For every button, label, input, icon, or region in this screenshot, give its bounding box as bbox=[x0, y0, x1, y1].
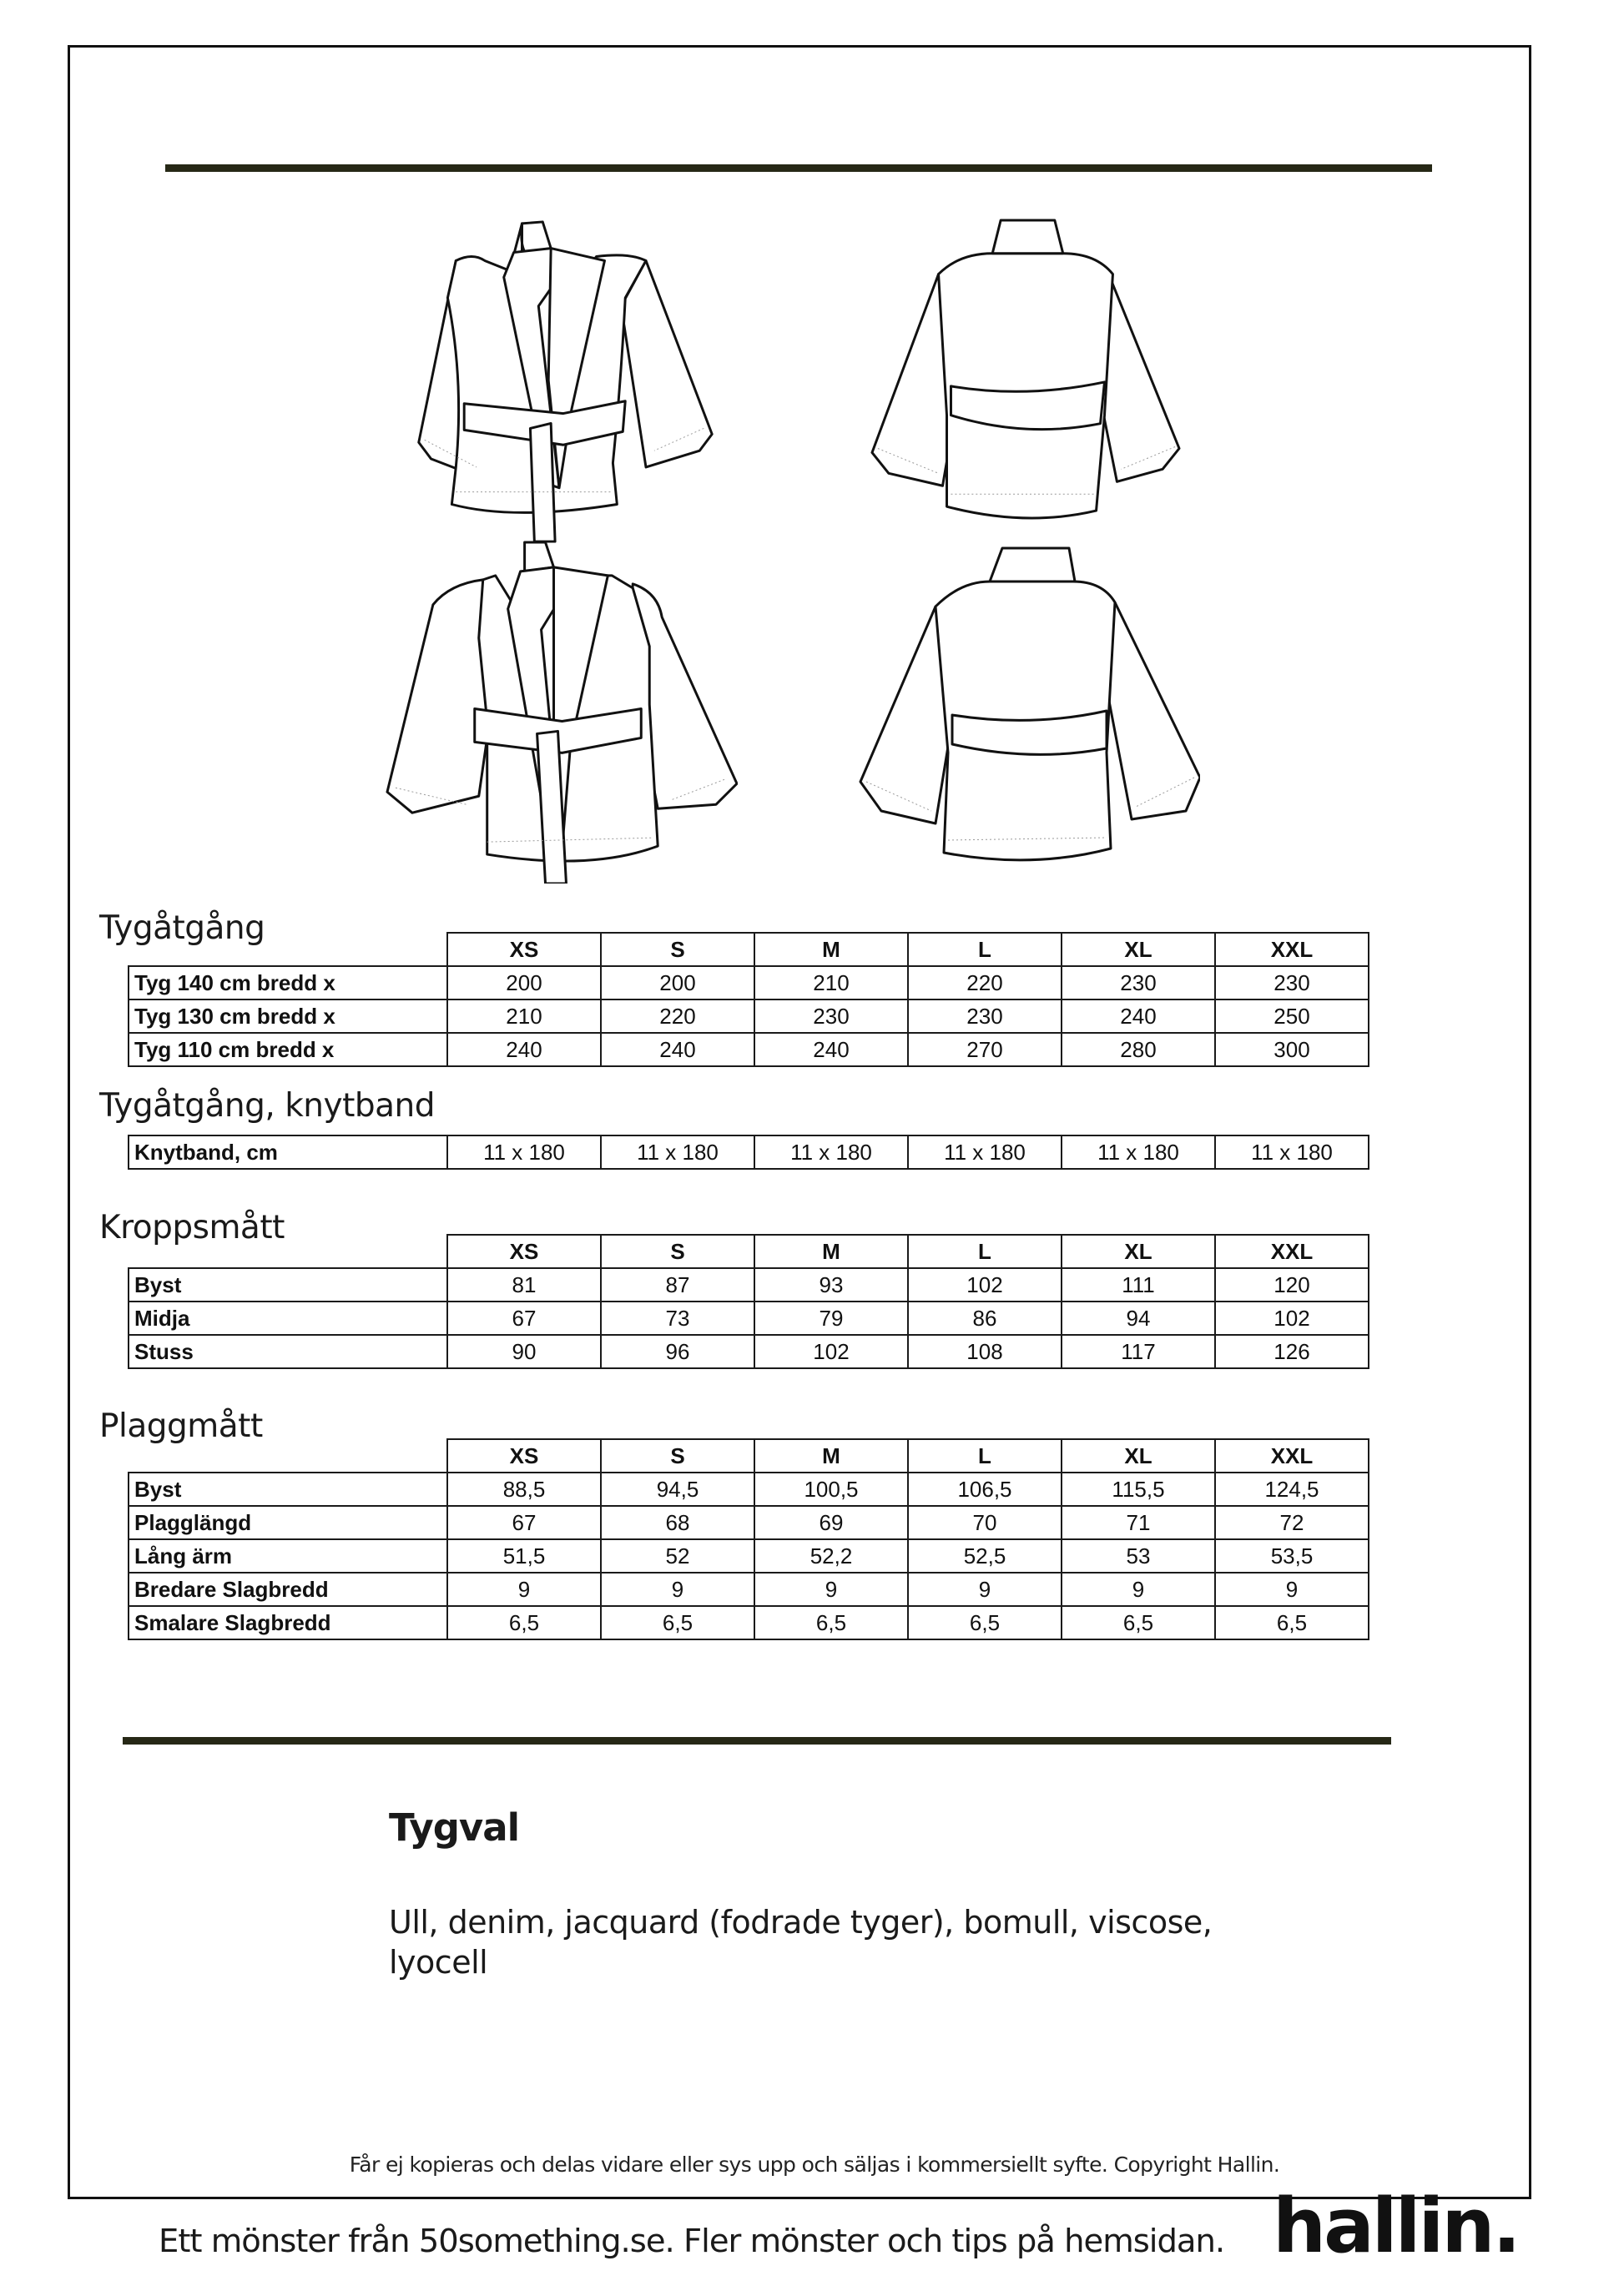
cell-value: 200 bbox=[601, 966, 754, 999]
cell-value: 9 bbox=[601, 1573, 754, 1606]
kimono-back-illustration-2 bbox=[856, 544, 1200, 868]
row-label: Tyg 130 cm bredd x bbox=[129, 999, 447, 1033]
cell-value: 117 bbox=[1062, 1335, 1215, 1368]
cell-value: 6,5 bbox=[447, 1606, 601, 1639]
hallin-logo: hallin. bbox=[1273, 2183, 1519, 2270]
cell-value: 240 bbox=[601, 1033, 754, 1066]
table-row bbox=[129, 1302, 1369, 1335]
cell-value: 6,5 bbox=[1215, 1606, 1369, 1639]
cell-value: 11 x 180 bbox=[754, 1135, 908, 1169]
cell-value: 9 bbox=[447, 1573, 601, 1606]
cell-value: 106,5 bbox=[908, 1473, 1062, 1506]
cell-value: 88,5 bbox=[447, 1473, 601, 1506]
table-header-row bbox=[129, 933, 1369, 966]
size-header: XXL bbox=[1215, 1439, 1369, 1473]
footer-text: Ett mönster från 50something.se. Fler mönster och tips på hemsidan. bbox=[159, 2223, 1225, 2260]
table-row bbox=[129, 1506, 1369, 1539]
row-label: Bredare Slagbredd bbox=[129, 1573, 447, 1606]
cell-value: 11 x 180 bbox=[1215, 1135, 1369, 1169]
cell-value: 6,5 bbox=[601, 1606, 754, 1639]
cell-value: 102 bbox=[1215, 1302, 1369, 1335]
table-row bbox=[129, 1473, 1369, 1506]
cell-value: 93 bbox=[754, 1268, 908, 1302]
size-header: S bbox=[601, 1439, 754, 1473]
section-heading-body: Kroppsmått bbox=[99, 1209, 285, 1246]
table-row bbox=[129, 1268, 1369, 1302]
cell-value: 230 bbox=[1215, 966, 1369, 999]
cell-value: 126 bbox=[1215, 1335, 1369, 1368]
table-row bbox=[129, 1539, 1369, 1573]
size-header: XL bbox=[1062, 1235, 1215, 1268]
row-label: Plagglängd bbox=[129, 1506, 447, 1539]
table-row bbox=[129, 1606, 1369, 1639]
table-row bbox=[129, 966, 1369, 999]
cell-value: 67 bbox=[447, 1302, 601, 1335]
header-blank-cell bbox=[129, 1439, 447, 1473]
cell-value: 220 bbox=[601, 999, 754, 1033]
tie-table bbox=[128, 1135, 1369, 1170]
garment-measurements-table bbox=[128, 1438, 1369, 1640]
cell-value: 100,5 bbox=[754, 1473, 908, 1506]
kimono-front-illustration-2 bbox=[382, 538, 738, 884]
cell-value: 94 bbox=[1062, 1302, 1215, 1335]
cell-value: 240 bbox=[447, 1033, 601, 1066]
size-header: M bbox=[754, 1439, 908, 1473]
cell-value: 120 bbox=[1215, 1268, 1369, 1302]
fabric-choice-text: Ull, denim, jacquard (fodrade tyger), bomull, viscose, lyocell bbox=[389, 1904, 1213, 1981]
row-label: Byst bbox=[129, 1268, 447, 1302]
cell-value: 108 bbox=[908, 1335, 1062, 1368]
cell-value: 11 x 180 bbox=[447, 1135, 601, 1169]
cell-value: 51,5 bbox=[447, 1539, 601, 1573]
cell-value: 9 bbox=[754, 1573, 908, 1606]
row-label: Knytband, cm bbox=[129, 1135, 447, 1169]
cell-value: 96 bbox=[601, 1335, 754, 1368]
cell-value: 124,5 bbox=[1215, 1473, 1369, 1506]
cell-value: 230 bbox=[908, 999, 1062, 1033]
cell-value: 280 bbox=[1062, 1033, 1215, 1066]
table-row bbox=[129, 1135, 1369, 1169]
cell-value: 71 bbox=[1062, 1506, 1215, 1539]
kimono-back-illustration-1 bbox=[868, 215, 1183, 524]
cell-value: 52 bbox=[601, 1539, 754, 1573]
row-label: Tyg 140 cm bredd x bbox=[129, 966, 447, 999]
table-row bbox=[129, 999, 1369, 1033]
section-heading-tie: Tygåtgång, knytband bbox=[99, 1087, 435, 1125]
cell-value: 6,5 bbox=[908, 1606, 1062, 1639]
size-header: L bbox=[908, 1235, 1062, 1268]
cell-value: 115,5 bbox=[1062, 1473, 1215, 1506]
cell-value: 68 bbox=[601, 1506, 754, 1539]
body-measurements-table bbox=[128, 1234, 1369, 1369]
cell-value: 73 bbox=[601, 1302, 754, 1335]
cell-value: 230 bbox=[1062, 966, 1215, 999]
cell-value: 250 bbox=[1215, 999, 1369, 1033]
section-heading-garment: Plaggmått bbox=[99, 1407, 263, 1445]
cell-value: 102 bbox=[754, 1335, 908, 1368]
size-header: XS bbox=[447, 1439, 601, 1473]
size-header: XL bbox=[1062, 1439, 1215, 1473]
section-heading-fabric: Tygåtgång bbox=[99, 909, 265, 947]
row-label: Lång ärm bbox=[129, 1539, 447, 1573]
size-header: XXL bbox=[1215, 933, 1369, 966]
cell-value: 9 bbox=[1215, 1573, 1369, 1606]
cell-value: 11 x 180 bbox=[1062, 1135, 1215, 1169]
row-label: Stuss bbox=[129, 1335, 447, 1368]
size-header: XXL bbox=[1215, 1235, 1369, 1268]
cell-value: 6,5 bbox=[1062, 1606, 1215, 1639]
cell-value: 67 bbox=[447, 1506, 601, 1539]
cell-value: 87 bbox=[601, 1268, 754, 1302]
cell-value: 102 bbox=[908, 1268, 1062, 1302]
cell-value: 90 bbox=[447, 1335, 601, 1368]
cell-value: 86 bbox=[908, 1302, 1062, 1335]
cell-value: 9 bbox=[908, 1573, 1062, 1606]
cell-value: 94,5 bbox=[601, 1473, 754, 1506]
cell-value: 210 bbox=[447, 999, 601, 1033]
cell-value: 52,2 bbox=[754, 1539, 908, 1573]
row-label: Smalare Slagbredd bbox=[129, 1606, 447, 1639]
cell-value: 240 bbox=[1062, 999, 1215, 1033]
cell-value: 220 bbox=[908, 966, 1062, 999]
size-header: M bbox=[754, 933, 908, 966]
cell-value: 270 bbox=[908, 1033, 1062, 1066]
size-header: S bbox=[601, 933, 754, 966]
size-header: L bbox=[908, 1439, 1062, 1473]
cell-value: 69 bbox=[754, 1506, 908, 1539]
kimono-front-illustration-1 bbox=[404, 215, 723, 546]
cell-value: 53,5 bbox=[1215, 1539, 1369, 1573]
cell-value: 111 bbox=[1062, 1268, 1215, 1302]
cell-value: 81 bbox=[447, 1268, 601, 1302]
cell-value: 300 bbox=[1215, 1033, 1369, 1066]
cell-value: 72 bbox=[1215, 1506, 1369, 1539]
row-label: Midja bbox=[129, 1302, 447, 1335]
size-header: XL bbox=[1062, 933, 1215, 966]
fabric-table bbox=[128, 932, 1369, 1067]
header-blank-cell bbox=[129, 1235, 447, 1268]
middle-divider bbox=[123, 1737, 1391, 1745]
size-header: XS bbox=[447, 1235, 601, 1268]
cell-value: 240 bbox=[754, 1033, 908, 1066]
size-header: M bbox=[754, 1235, 908, 1268]
top-divider bbox=[165, 164, 1432, 172]
copyright-notice: Får ej kopieras och delas vidare eller sys upp och säljas i kommersiellt syfte. Copyright Hallin. bbox=[349, 2152, 1280, 2177]
fabric-choice-heading: Tygval bbox=[389, 1805, 520, 1850]
table-header-row bbox=[129, 1439, 1369, 1473]
cell-value: 200 bbox=[447, 966, 601, 999]
cell-value: 6,5 bbox=[754, 1606, 908, 1639]
cell-value: 210 bbox=[754, 966, 908, 999]
row-label: Tyg 110 cm bredd x bbox=[129, 1033, 447, 1066]
cell-value: 52,5 bbox=[908, 1539, 1062, 1573]
header-blank-cell bbox=[129, 933, 447, 966]
cell-value: 11 x 180 bbox=[601, 1135, 754, 1169]
size-header: XS bbox=[447, 933, 601, 966]
table-row bbox=[129, 1033, 1369, 1066]
size-header: L bbox=[908, 933, 1062, 966]
cell-value: 79 bbox=[754, 1302, 908, 1335]
table-header-row bbox=[129, 1235, 1369, 1268]
cell-value: 11 x 180 bbox=[908, 1135, 1062, 1169]
cell-value: 70 bbox=[908, 1506, 1062, 1539]
cell-value: 230 bbox=[754, 999, 908, 1033]
size-header: S bbox=[601, 1235, 754, 1268]
row-label: Byst bbox=[129, 1473, 447, 1506]
table-row bbox=[129, 1573, 1369, 1606]
table-row bbox=[129, 1335, 1369, 1368]
cell-value: 9 bbox=[1062, 1573, 1215, 1606]
cell-value: 53 bbox=[1062, 1539, 1215, 1573]
